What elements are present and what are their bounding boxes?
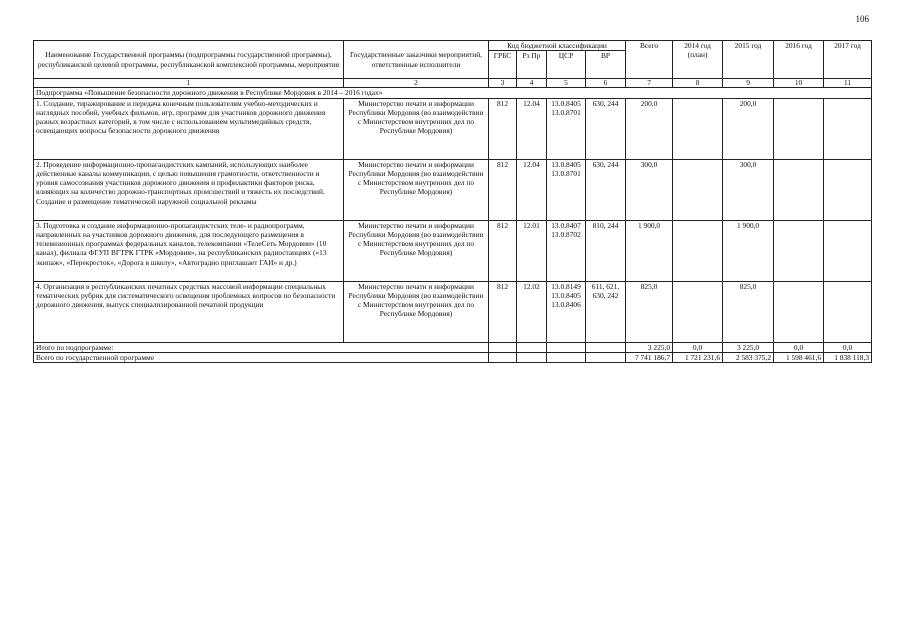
activity-2014	[673, 159, 723, 220]
activity-2014	[673, 220, 723, 281]
activity-2015: 200,0	[723, 98, 774, 159]
activity-name: 4. Организация в республиканских печатных средствах массовой информации специальных тематических рубрик для систематического освещения проблемных вопросов по безопасности дорожного движения, выпуск специализированной печатной продукции	[34, 281, 344, 342]
activity-vr: 630, 244	[586, 159, 626, 220]
column-number: 5	[547, 79, 586, 88]
page-number: 106	[855, 14, 869, 24]
grand-total-2014: 1 721 231,6	[673, 352, 723, 362]
header-name: Наименование Государственной программы (подпрограммы государственной программы), республиканской целевой программы, республиканской комплексной программы, мероприятия	[34, 41, 344, 79]
column-number: 4	[517, 79, 547, 88]
activity-2016	[774, 159, 824, 220]
header-budget-code: Код бюджетной классификации	[489, 41, 626, 51]
activity-vr: 611, 621, 630, 242	[586, 281, 626, 342]
column-number: 7	[626, 79, 673, 88]
activity-csr: 13.0.8405 13.0.8701	[547, 98, 586, 159]
header-2016: 2016 год	[774, 41, 824, 79]
activity-rzpr: 12.01	[517, 220, 547, 281]
activity-name: 1. Создание, тиражирование и передача конечным пользователям учебно-методических и наглядных пособий, учебных фильмов, игр, программ для участников дорожного движения разных возрастных категорий, в том числе с использованием мультимедийных средств, освещающих вопросы безопасности дорожного движения	[34, 98, 344, 159]
activity-rzpr: 12.04	[517, 98, 547, 159]
activity-rzpr: 12.02	[517, 281, 547, 342]
activity-2017	[824, 220, 872, 281]
subtotal-2016: 0,0	[774, 342, 824, 352]
table-body	[34, 88, 872, 342]
activity-vr: 630, 244	[586, 98, 626, 159]
grand-total-label: Всего по государственной программе	[34, 352, 489, 362]
activity-executor: Министерство печати и информации Республики Мордовия (во взаимодействии с Министерством внутренних дел по Республике Мордовия)	[344, 220, 489, 281]
activity-rzpr: 12.04	[517, 159, 547, 220]
activity-2016	[774, 220, 824, 281]
subprogram-title: Подпрограмма «Повышение безопасности дорожного движения в Республике Мордовия в 2014 – 2016 годах»	[34, 88, 872, 98]
activity-executor: Министерство печати и информации Республики Мордовия (во взаимодействии с Министерством внутренних дел по Республике Мордовия)	[344, 159, 489, 220]
totals-body	[34, 342, 872, 363]
header-vr: ВР	[586, 51, 626, 79]
column-numbers-row	[34, 79, 872, 88]
activity-2016	[774, 98, 824, 159]
header-2015: 2015 год	[723, 41, 774, 79]
column-number: 6	[586, 79, 626, 88]
activity-vr: 810, 244	[586, 220, 626, 281]
subtotal-2017: 0,0	[824, 342, 872, 352]
activity-2015: 300,0	[723, 159, 774, 220]
header-csr: ЦСР	[547, 51, 586, 79]
header-total: Всего	[626, 41, 673, 79]
activity-2015: 825,0	[723, 281, 774, 342]
activity-total: 1 900,0	[626, 220, 673, 281]
column-number: 10	[774, 79, 824, 88]
header-2014: 2014 год (план)	[673, 41, 723, 79]
activity-grbs: 812	[489, 98, 517, 159]
header-grbs: ГРБС	[489, 51, 517, 79]
activity-grbs: 812	[489, 281, 517, 342]
activity-2014	[673, 98, 723, 159]
table-row	[34, 220, 872, 281]
column-number: 2	[344, 79, 489, 88]
activity-name: 3. Подготовка и создание информационно-пропагандистских теле- и радиопрограмм, направленных на участников дорожного движения, для последующего размещения в телевизионных программах федеральных каналов, телекомпании «ТелеСеть Мордовии» (10 канал), филиала ФГУП ВГТРК ГТРК «Мордовия», на республиканских радиостанциях («13 экипаж», «Перекресток», «Дорога в школу», «Автоградио приглашает ГАИ» и др.)	[34, 220, 344, 281]
budget-table	[33, 40, 872, 363]
activity-csr: 13.0.8405 13.0.8701	[547, 159, 586, 220]
subtotal-2014: 0,0	[673, 342, 723, 352]
activity-grbs: 812	[489, 159, 517, 220]
table-row	[34, 159, 872, 220]
activity-grbs: 812	[489, 220, 517, 281]
activity-2017	[824, 281, 872, 342]
grand-total-2015: 2 583 375,2	[723, 352, 774, 362]
activity-total: 200,0	[626, 98, 673, 159]
activity-executor: Министерство печати и информации Республики Мордовия (во взаимодействии с Министерством внутренних дел по Республике Мордовия)	[344, 281, 489, 342]
column-number: 3	[489, 79, 517, 88]
activity-2017	[824, 98, 872, 159]
grand-total-row	[34, 352, 872, 362]
header-2017: 2017 год	[824, 41, 872, 79]
activity-csr: 13.0.8149 13.0.8405 13.0.8406	[547, 281, 586, 342]
column-number: 11	[824, 79, 872, 88]
subtotal-2015: 3 225,0	[723, 342, 774, 352]
column-number: 9	[723, 79, 774, 88]
activity-2014	[673, 281, 723, 342]
subtotal-total: 3 225,0	[626, 342, 673, 352]
activity-2015: 1 900,0	[723, 220, 774, 281]
grand-total-2016: 1 598 461,6	[774, 352, 824, 362]
grand-total-total: 7 741 186,7	[626, 352, 673, 362]
activity-total: 300,0	[626, 159, 673, 220]
table-row	[34, 281, 872, 342]
subtotal-row	[34, 342, 872, 352]
subtotal-label: Итого по подпрограмме:	[34, 342, 489, 352]
activity-csr: 13.0.8407 13.0.8702	[547, 220, 586, 281]
activity-executor: Министерство печати и информации Республики Мордовия (во взаимодействии с Министерством внутренних дел по Республике Мордовия)	[344, 98, 489, 159]
activity-name: 2. Проведение информационно-пропагандистских кампаний, использующих наиболее действенные каналы коммуникации, с целью повышения грамотности, ответственности и уровня самосознания участников дорожного движения и профилактики факторов риска, влияющих на количество дорожно-транспортных происшествий и тяжесть их последствий. Создание и размещение тематической наружной социальной рекламы	[34, 159, 344, 220]
grand-total-2017: 1 838 118,3	[824, 352, 872, 362]
header-rzpr: Рз Пр	[517, 51, 547, 79]
table-header	[34, 41, 872, 88]
activity-2017	[824, 159, 872, 220]
subprogram-row	[34, 88, 872, 98]
header-executors: Государственные заказчики мероприятий, ответственные исполнители	[344, 41, 489, 79]
activity-total: 825,0	[626, 281, 673, 342]
column-number: 8	[673, 79, 723, 88]
activity-2016	[774, 281, 824, 342]
column-number: 1	[34, 79, 344, 88]
table-row	[34, 98, 872, 159]
